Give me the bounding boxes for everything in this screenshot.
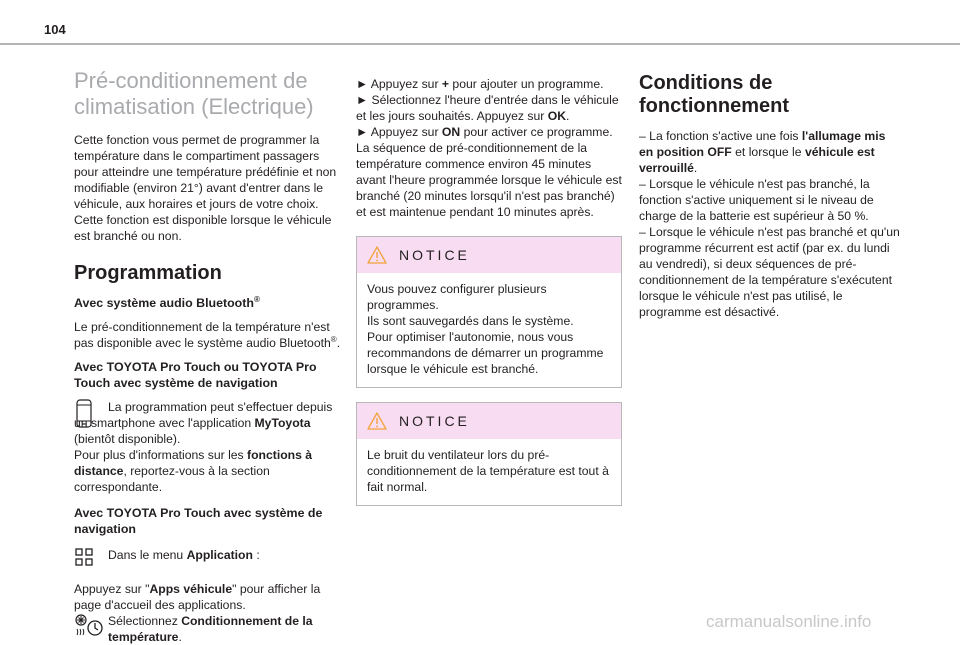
step-select [356, 92, 622, 124]
remote-functions: fonctions à distance [74, 448, 313, 478]
watermark: carmanualsonline.info [706, 612, 872, 631]
text: . [693, 161, 698, 175]
notice-text: Le bruit du ventilateur lors du pré-conditionnement de la température est tout à fait normal. [367, 448, 609, 494]
climate-timer-icon [74, 613, 108, 637]
registered-mark: ® [253, 294, 260, 304]
notice-body [357, 273, 621, 387]
apps-vehicle: Apps véhicule [149, 582, 233, 596]
subheading-bluetooth-text: Avec système audio Bluetooth [74, 296, 254, 310]
main-title: Pré-conditionnement de climatisation (Electrique) [74, 68, 314, 119]
text: Pour plus d'informations sur les [74, 448, 248, 462]
period: . [336, 336, 341, 350]
step-add [356, 76, 622, 92]
section-title-conditions: Conditions de fonctionnement [639, 72, 789, 117]
condition-3: – Lorsque le véhicule n'est pas branché et qu'un programme récurrent est actif (par ex. du lundi au vendredi), si deux séquences de pré-conditionnement de la température s'exécutent lorsque le véhicule n'est pas utilisé, le programme est désactivé. [639, 225, 900, 319]
climate-option: Conditionnement de la température [108, 614, 313, 644]
apps-text [108, 547, 260, 563]
notice-box-1 [356, 236, 622, 388]
notice-title: NOTICE [399, 413, 470, 429]
notice-body [357, 439, 621, 505]
notice-box-2 [356, 402, 622, 506]
apps-grid-icon [74, 547, 108, 567]
notice-line: Ils sont sauvegardés dans le système. [367, 314, 574, 328]
text: ► Appuyez sur [356, 125, 442, 139]
subheading-pro-touch: Avec TOYOTA Pro Touch ou TOYOTA Pro Touch avec système de navigation [74, 360, 317, 390]
column-1 [74, 68, 344, 645]
condition-2: – Lorsque le véhicule n'est pas branché, la fonction s'active uniquement si le niveau de charge de la batterie est supérieur à 50 %. [639, 177, 874, 223]
text: ► Appuyez sur [356, 77, 442, 91]
text: Sélectionnez [108, 614, 182, 628]
text: Dans le menu [108, 548, 187, 562]
smartphone-paragraph [74, 399, 344, 495]
paragraph-bluetooth [74, 319, 344, 351]
page-number: 104 [44, 22, 66, 37]
step-activate [356, 124, 622, 140]
text: . [178, 630, 182, 644]
text: La programmation peut s'effectuer depuis un smartphone avec l'application [74, 400, 333, 430]
column-3 [639, 72, 901, 320]
top-rule [0, 43, 960, 45]
intro-paragraph: Cette fonction vous permet de programmer la température dans le compartiment passagers pour atteindre une température prédéfinie et non modifiable (environ 21°) avant d'entrer dans le véhicule, aux horaires et jours de votre choix. Cette fonction est disponible lorsque le véhicule est branché ou non. [74, 133, 337, 243]
climate-paragraph [74, 613, 344, 645]
text: pour activer ce programme. [460, 125, 613, 139]
paragraph-bluetooth-text: Le pré-conditionnement de la température n'est pas disponible avec le système audio Bluetooth [74, 320, 331, 350]
registered-mark: ® [330, 334, 337, 344]
on-key: ON [441, 125, 461, 139]
text: " pour afficher la page d'accueil des applications. [74, 582, 321, 612]
smartphone-text [74, 399, 344, 495]
text: et lorsque le [731, 145, 805, 159]
text: ► Sélectionnez l'heure d'entrée dans le véhicule et les jours souhaités. Appuyez sur [356, 93, 619, 123]
apps-vehicle-paragraph [74, 581, 344, 613]
ok-key: OK [547, 109, 567, 123]
notice-line: Pour optimiser l'autonomie, nous vous recommandons de démarrer un programme lorsque le véhicule est branché. [367, 330, 604, 376]
subheading-navigation: Avec TOYOTA Pro Touch avec système de navigation [74, 506, 323, 536]
menu-name: Application [186, 548, 253, 562]
notice-title: NOTICE [399, 247, 470, 263]
text: , reportez-vous à la section correspondante. [74, 464, 270, 494]
sequence-paragraph: La séquence de pré-conditionnement de la température commence environ 45 minutes avant l'heure programmée lorsque le véhicule est branché (20 minutes lorsqu'il n'est pas branché) et est maintenue pendant 10 minutes après. [356, 141, 622, 219]
warning-triangle-icon [367, 412, 387, 430]
plus-key: + [441, 77, 450, 91]
ignition-off: l'allumage mis en position OFF [639, 129, 886, 159]
app-name: MyToyota [254, 416, 311, 430]
warning-triangle-icon [367, 246, 387, 264]
text: – La fonction s'active une fois [639, 129, 802, 143]
climate-text [108, 613, 344, 645]
notice-line: Vous pouvez configurer plusieurs programmes. [367, 282, 547, 312]
section-title-programmation: Programmation [74, 262, 222, 284]
vehicle-locked: véhicule est verrouillé [639, 145, 875, 175]
text: Appuyez sur " [74, 582, 150, 596]
text: : [252, 548, 260, 562]
subheading-bluetooth [74, 295, 344, 311]
text: . [566, 109, 570, 123]
condition-1 [639, 128, 901, 176]
text: (bientôt disponible). [74, 432, 181, 446]
apps-paragraph [74, 547, 344, 567]
column-2 [356, 76, 622, 506]
notice-header [357, 237, 621, 273]
notice-header [357, 403, 621, 439]
text: pour ajouter un programme. [449, 77, 604, 91]
